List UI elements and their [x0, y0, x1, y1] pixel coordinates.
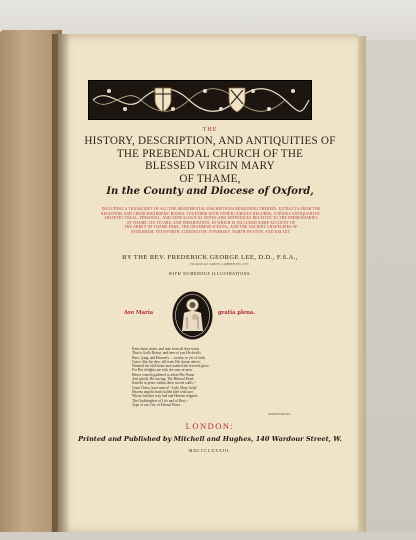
poem-line: And glorify His having. The Blessed Dead: [132, 377, 194, 382]
ornamental-headpiece: [88, 80, 312, 120]
poem-line: Kneelst in peace within these sacred walls;--: [132, 381, 197, 386]
poem-line: Heaven angelic hosts hailed thee with awe,: [132, 389, 194, 394]
description-line: SYDENHAM, TETSWORTH, TIDDINGTON, TOWERSEY, NORTH WESTON, AND KELLET.: [131, 229, 291, 234]
description-line: OF THAME, ITS VICARS, AND INHABITANTS; IN WHICH IS INCLUDED SOME ACCOUNT OF: [126, 220, 296, 225]
imprint-date: MDCCCLXXXIII.: [188, 448, 232, 453]
illustrations-note: WITH NUMEROUS ILLUSTRATIONS.: [168, 271, 252, 276]
imprint-publisher: Printed and Published by Mitchell and Hughes, 140 Wardour Street, W.: [78, 435, 342, 443]
poem-line: Watered the chill heart and soothed the feverish glow;: [132, 364, 210, 369]
poem-line: Grace, like the dew, fell from His throne above;: [132, 359, 201, 364]
background-bottom: [0, 532, 416, 540]
poem-line: The Goddaughter of Life and of Rest,--: [132, 398, 189, 403]
poem-line: Hence cometh gathered to adore Her Name: [132, 372, 195, 377]
poem-line: Great Christ, have mercy!--Lady Mary, help!: [132, 385, 197, 390]
title-line: HISTORY, DESCRIPTION, AND ANTIQUITIES OF: [84, 135, 336, 147]
title-line: OF THAME,: [179, 172, 241, 185]
author-subtitle: VICAR OF ALL SAINTS', LAMBETH, ETC., ETC.: [190, 263, 250, 266]
gratia-plena-text: gratia plena.: [218, 310, 256, 316]
description-line: THE ABBEY OF THAME PARK, THE GRAMMAR SCHOOL, AND THE ANCIENT CHAPELRIES OF: [124, 225, 298, 230]
ave-maria-text: Ave Maria: [124, 310, 154, 316]
description-line: INCLUDING A TRANSCRIPT OF ALL THE MONUMENTAL INSCRIPTIONS REMAINING THEREIN, EXTRACTS FROM THE: [101, 207, 321, 211]
title-line: THE PREBENDAL CHURCH OF THE: [116, 147, 304, 160]
poem: [132, 347, 302, 407]
imprint-city: LONDON:: [185, 421, 235, 431]
madonna-medallion-icon: [172, 291, 213, 340]
page-edges: [358, 36, 366, 532]
county-line: In the County and Diocese of Oxford,: [106, 186, 314, 197]
book-back-board: [366, 40, 416, 534]
poem-line: Whose fuerther way had and Heaven reigned,: [132, 394, 198, 399]
description-line: REGISTERS AND CHURCHWARDENS' BOOKS, TOGETHER WITH OTHER CURIOUS RECORDS, COPIOUS ANTIQUARIAN,: [101, 211, 321, 216]
poem-line: That is God's House, and here of you He dwells.: [132, 351, 202, 356]
gutter-shadow: [52, 34, 70, 534]
description-block: [78, 207, 344, 235]
description-line: ARCHITECTURAL, PERSONAL, AND GENEALOGICAL NOTES AND APPENDICES RELATIVE TO THE PREBENDARIES: [104, 216, 318, 221]
poem-line: Enter these aisles, and note from all they teach: [132, 347, 199, 351]
author-line: BY THE REV. FREDERICK GEORGE LEE, D.D., F.S.A.,: [122, 254, 298, 261]
poem-line: For Her delights are with the sons of men.: [132, 368, 193, 373]
poem-line: Here, lying, and Heaven's ... wrathe, to yet of faith,: [132, 355, 206, 360]
title-line: BLESSED VIRGIN MARY: [145, 160, 275, 172]
poem-signature: ANONYMOUS.: [268, 412, 292, 416]
main-title: [70, 135, 350, 185]
title-prefix: THE: [202, 127, 218, 133]
poem-line: Type of our City of Eternal Peace.: [132, 402, 182, 407]
